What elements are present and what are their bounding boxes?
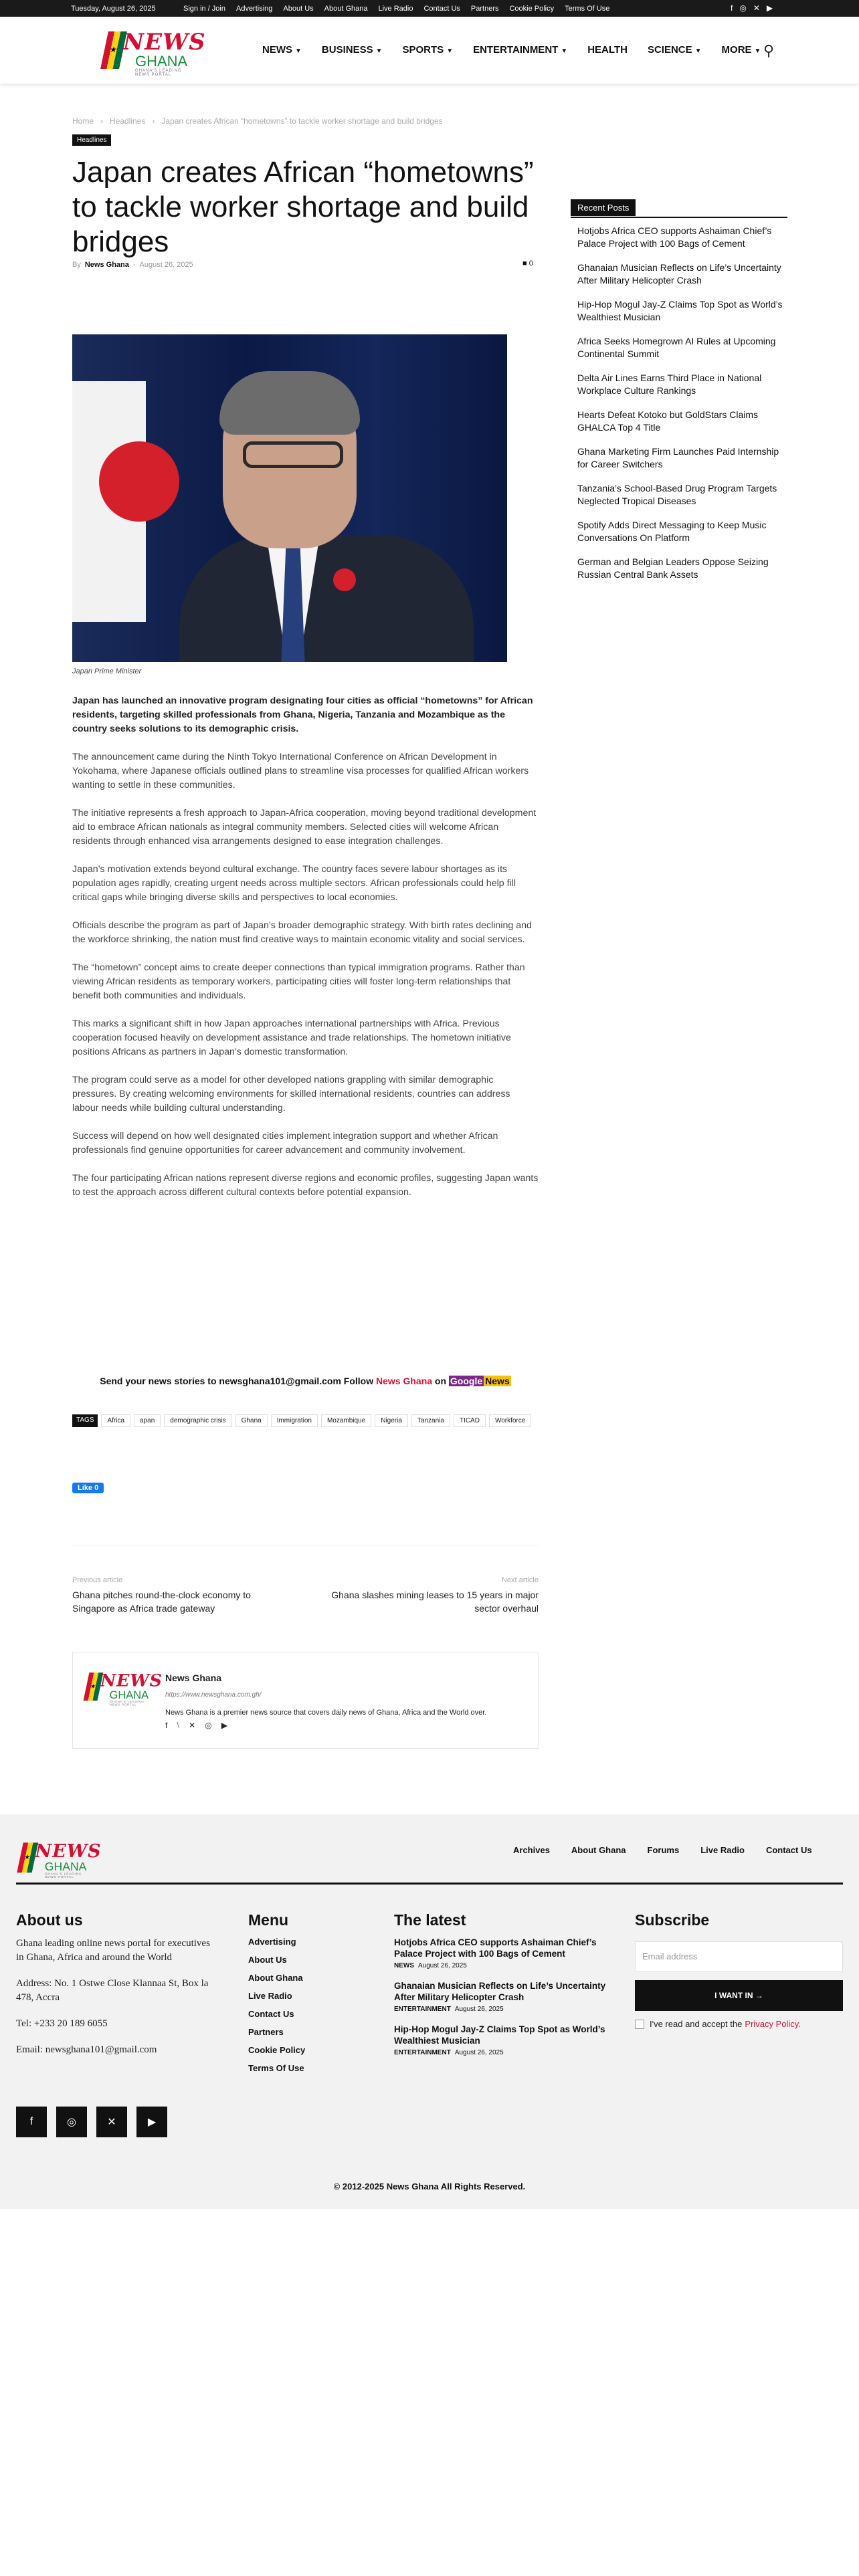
author-name[interactable]: News Ghana	[165, 1673, 222, 1683]
recent-post-link[interactable]: Tanzania’s School-Based Drug Program Targets Neglected Tropical Diseases	[577, 483, 777, 506]
breadcrumb-current: Japan creates African “hometowns” to tackle worker shortage and build bridges	[161, 116, 443, 126]
top-link-advertising[interactable]: Advertising	[235, 5, 273, 13]
category-badge[interactable]: Headlines	[72, 134, 111, 146]
latest-heading: The latest	[394, 1911, 466, 1929]
author-avatar[interactable]: ★ NEWS GHANA GHANA'S LEADING NEWS PORTAL	[86, 1669, 152, 1705]
top-link-cookie[interactable]: Cookie Policy	[509, 5, 555, 13]
breadcrumb-home[interactable]: Home	[72, 116, 94, 126]
top-link-about-ghana[interactable]: About Ghana	[324, 5, 368, 13]
current-date: Tuesday, August 26, 2025	[71, 5, 156, 13]
footer-menu-item[interactable]: Contact Us	[248, 2009, 294, 2019]
footer-menu-item[interactable]: Advertising	[248, 1937, 296, 1947]
recent-post-link[interactable]: Hip-Hop Mogul Jay-Z Claims Top Spot as World’s Wealthiest Musician	[577, 299, 783, 322]
site-header	[0, 17, 859, 84]
instagram-icon[interactable]: ◎	[739, 3, 747, 13]
paragraph: This marks a significant shift in how Japan approaches international partnerships with Africa. Previous cooperation focused heavily on development assistance and trade relationships. The hometown initiative positions Africans as partners in Japan’s domestic transformation.	[72, 1018, 511, 1057]
sidebar-heading: Recent Posts	[571, 199, 636, 216]
nav-more[interactable]: MORE ▼	[721, 44, 761, 56]
youtube-icon[interactable]: ▶	[766, 3, 773, 13]
recent-post-link[interactable]: German and Belgian Leaders Oppose Seizing Russian Central Bank Assets	[577, 556, 769, 580]
nav-news[interactable]: NEWS ▼	[262, 44, 302, 56]
tag[interactable]: Ghana	[235, 1414, 268, 1427]
footer-social	[16, 2107, 167, 2137]
recent-post-link[interactable]: Ghana Marketing Firm Launches Paid Internship for Career Switchers	[577, 446, 779, 469]
x-icon[interactable]: ✕	[753, 3, 760, 13]
x-icon[interactable]: ✕	[189, 1721, 196, 1730]
footer-menu-item[interactable]: About Ghana	[248, 1973, 303, 1983]
article-meta: By News Ghana - August 26, 2025	[72, 261, 193, 269]
recent-post-link[interactable]: Hotjobs Africa CEO supports Ashaiman Chief’s Palace Project with 100 Bags of Cement	[577, 225, 772, 249]
top-link-partners[interactable]: Partners	[470, 5, 499, 13]
facebook-like-button[interactable]: Like 0	[72, 1483, 104, 1493]
chevron-down-icon: ▼	[561, 47, 568, 55]
subscribe-button[interactable]: I WANT IN →	[635, 1980, 843, 2011]
top-link-about-us[interactable]: About Us	[283, 5, 314, 13]
logo-tagline: GHANA'S LEADING NEWS PORTAL	[135, 69, 182, 77]
youtube-icon[interactable]: ▶	[136, 2107, 167, 2137]
nav-health[interactable]: HEALTH	[587, 44, 628, 56]
tag[interactable]: demographic crisis	[164, 1414, 231, 1427]
search-icon[interactable]: ⚲	[763, 42, 775, 59]
privacy-link[interactable]: Privacy Policy.	[745, 2019, 801, 2029]
subscribe-heading: Subscribe	[635, 1911, 710, 1929]
breadcrumb-headlines[interactable]: Headlines	[110, 116, 146, 126]
instagram-icon[interactable]: ◎	[205, 1721, 212, 1730]
footer-menu-item[interactable]: Cookie Policy	[248, 2045, 306, 2055]
footer-menu-item[interactable]: Live Radio	[248, 1991, 292, 2001]
cta-brand-link[interactable]: News Ghana	[376, 1376, 433, 1386]
latest-post[interactable]: Ghanaian Musician Reflects on Life’s Uncertainty After Military Helicopter Crash ENTERTAINMENT August 26, 2025	[394, 1981, 606, 2013]
menu-heading: Menu	[248, 1911, 289, 1929]
footer-link-contact[interactable]: Contact Us	[765, 1845, 812, 1855]
chevron-down-icon: ▼	[446, 47, 454, 55]
top-link-live-radio[interactable]: Live Radio	[378, 5, 413, 13]
next-article-link[interactable]: Next article Ghana slashes mining leases to 15 years in major sector overhaul	[331, 1576, 539, 1614]
author-box	[72, 1652, 539, 1749]
facebook-icon[interactable]: f	[165, 1721, 168, 1730]
site-footer	[0, 1814, 859, 2209]
rss-icon[interactable]: ⧵	[177, 1721, 180, 1730]
nav-science[interactable]: SCIENCE ▼	[647, 44, 702, 56]
breadcrumb: Home › Headlines › Japan creates African “hometowns” to tackle worker shortage and build bridges	[72, 116, 443, 126]
google-news-link[interactable]: Google News	[450, 1376, 510, 1386]
recent-post-link[interactable]: Delta Air Lines Earns Third Place in National Workplace Culture Rankings	[577, 372, 762, 396]
latest-post[interactable]: Hotjobs Africa CEO supports Ashaiman Chief’s Palace Project with 100 Bags of Cement NEWS August 26, 2025	[394, 1937, 597, 1969]
logo-ghana-text: GHANA	[135, 53, 188, 70]
latest-posts	[394, 1937, 608, 2067]
news-cta: Send your news stories to newsghana101@gmail.com Follow News Ghana on Google News	[100, 1376, 510, 1386]
tag[interactable]: Workforce	[489, 1414, 531, 1427]
chevron-down-icon: ▼	[375, 47, 383, 55]
nav-entertainment[interactable]: ENTERTAINMENT ▼	[473, 44, 568, 56]
tag[interactable]: Africa	[101, 1414, 130, 1427]
latest-post[interactable]: Hip-Hop Mogul Jay-Z Claims Top Spot as World’s Wealthiest Musician ENTERTAINMENT August 26, 2025	[394, 2024, 605, 2056]
footer-menu-item[interactable]: About Us	[248, 1955, 287, 1965]
youtube-icon[interactable]: ▶	[221, 1721, 227, 1730]
instagram-icon[interactable]: ◎	[56, 2107, 87, 2137]
footer-link-live-radio[interactable]: Live Radio	[700, 1845, 745, 1855]
footer-menu	[248, 1937, 305, 2081]
article-title: Japan creates African “hometowns” to tackle worker shortage and build bridges	[72, 156, 534, 258]
chevron-down-icon: ▼	[295, 47, 302, 55]
paragraph: The program could serve as a model for other developed nations grappling with similar demographic pressures. By creating welcoming environments for skilled international residents, countries can address labour needs while building cultural understanding.	[72, 1075, 510, 1113]
footer-link-forums[interactable]: Forums	[647, 1845, 680, 1855]
paragraph: The initiative represents a fresh approach to Japan-Africa cooperation, moving beyond traditional development aid to embrace African nationals as integral community members. Selected cities will welcome African residents through enhanced visa arrangements designed to ease integration challenges.	[72, 808, 537, 847]
top-link-contact[interactable]: Contact Us	[423, 5, 460, 13]
footer-menu-item[interactable]: Terms Of Use	[248, 2063, 304, 2073]
tag[interactable]: Immigration	[271, 1414, 318, 1427]
tag-list	[72, 1414, 541, 1427]
paragraph: The announcement came during the Ninth Tokyo International Conference on African Development in Yokohama, where Japanese officials outlined plans to streamline visa processes for qualified African workers wanting to settle in these communities.	[72, 752, 529, 790]
footer-link-about-ghana[interactable]: About Ghana	[571, 1845, 626, 1855]
image-caption: Japan Prime Minister	[72, 667, 142, 675]
tag[interactable]: apan	[134, 1414, 161, 1427]
recent-post-link[interactable]: Spotify Adds Direct Messaging to Keep Music Conversations On Platform	[577, 520, 767, 543]
paragraph: The “hometown” concept aims to create deeper connections than typical immigration programs. Rather than viewing African residents as temporary workers, participating cities will foster long-term relationships that benefit both communities and individuals.	[72, 962, 525, 1001]
paragraph: Japan’s motivation extends beyond cultural exchange. The country faces severe labour shortages as its population ages rapidly, creating urgent needs across multiple sectors. African professionals could help fill critical gaps while bringing diverse skills and perspectives to local economies.	[72, 864, 516, 903]
author-url[interactable]: https://www.newsghana.com.gh/	[165, 1691, 262, 1699]
tag[interactable]: Nigeria	[375, 1414, 408, 1427]
main-nav	[262, 44, 761, 56]
author-social	[165, 1721, 227, 1731]
copyright: © 2012-2025 News Ghana All Rights Reserved.	[333, 2181, 526, 2191]
subscribe-form: Email address I WANT IN → I've read and accept the Privacy Policy.	[635, 1941, 843, 2029]
top-link-terms[interactable]: Terms Of Use	[565, 5, 610, 13]
lead-paragraph: Japan has launched an innovative program designating four cities as official “hometowns” for African residents, targeting skilled professionals from Ghana, Nigeria, Tanzania and Mozambique as the country seeks solutions to its demographic crisis.	[72, 695, 533, 734]
tag[interactable]: Tanzania	[411, 1414, 450, 1427]
logo-news-text: NEWS	[123, 29, 206, 56]
x-icon[interactable]: ✕	[96, 2107, 127, 2137]
recent-post-link[interactable]: Hearts Defeat Kotoko but GoldStars Claims GHALCA Top 4 Title	[577, 409, 759, 433]
facebook-icon[interactable]: f	[731, 3, 733, 13]
comment-icon: ■	[522, 259, 527, 267]
article-date: August 26, 2025	[139, 261, 193, 269]
post-navigation	[72, 1545, 539, 1618]
article-body	[72, 694, 539, 1214]
author-link[interactable]: News Ghana	[84, 261, 129, 269]
paragraph: Success will depend on how well designated cities implement integration support and whether African professionals find genuine opportunities for career advancement and community involvement.	[72, 1131, 498, 1156]
footer-menu-item[interactable]: Partners	[248, 2027, 284, 2037]
chevron-down-icon: ▼	[694, 47, 702, 55]
footer-nav	[513, 1845, 812, 1855]
tags-label: TAGS	[72, 1414, 98, 1427]
recent-post-link[interactable]: Africa Seeks Homegrown AI Rules at Upcoming Continental Summit	[577, 336, 776, 359]
paragraph: The four participating African nations represent diverse regions and economic profiles, suggesting Japan wants to test the approach across different cultural contexts before potential expansion.	[72, 1173, 539, 1198]
facebook-icon[interactable]: f	[16, 2107, 47, 2137]
site-logo[interactable]	[104, 26, 206, 77]
sidebar-recent-posts	[571, 199, 787, 593]
email-input[interactable]: Email address	[635, 1941, 843, 1972]
consent-checkbox[interactable]	[635, 2020, 644, 2029]
chevron-down-icon: ▼	[754, 47, 761, 55]
top-bar	[0, 0, 859, 17]
tag[interactable]: Mozambique	[321, 1414, 371, 1427]
previous-article-link[interactable]: Previous article Ghana pitches round-the-clock economy to Singapore as Africa trade gateway	[72, 1576, 251, 1614]
tag[interactable]: TICAD	[454, 1414, 486, 1427]
about-heading: About us	[16, 1911, 83, 1929]
nav-sports[interactable]: SPORTS ▼	[402, 44, 454, 56]
about-text: Ghana leading online news portal for executives in Ghana, Africa and around the World Address: No. 1 Ostwe Close Klannaa St, Box la 478, Accra Tel: +233 20 189 6055 Email: newsghana101@gmail.com	[16, 1938, 210, 2055]
nav-business[interactable]: BUSINESS ▼	[321, 44, 383, 56]
paragraph: Officials describe the program as part of Japan’s broader demographic strategy. With birth rates declining and the workforce shrinking, the nation must find creative ways to maintain economic vitality and social services.	[72, 920, 532, 945]
top-links	[183, 5, 609, 13]
recent-post-link[interactable]: Ghanaian Musician Reflects on Life’s Uncertainty After Military Helicopter Crash	[577, 262, 781, 286]
footer-link-archives[interactable]: Archives	[513, 1845, 550, 1855]
top-social	[731, 3, 773, 13]
featured-image	[72, 334, 507, 662]
author-description: News Ghana is a premier news source that covers daily news of Ghana, Africa and the World over.	[165, 1709, 487, 1717]
top-link-signin[interactable]: Sign in / Join	[183, 5, 225, 13]
footer-logo[interactable]: ★ NEWS GHANA GHANA'S LEADING NEWS PORTAL	[20, 1838, 90, 1877]
comment-count[interactable]: ■ 0	[522, 259, 533, 267]
